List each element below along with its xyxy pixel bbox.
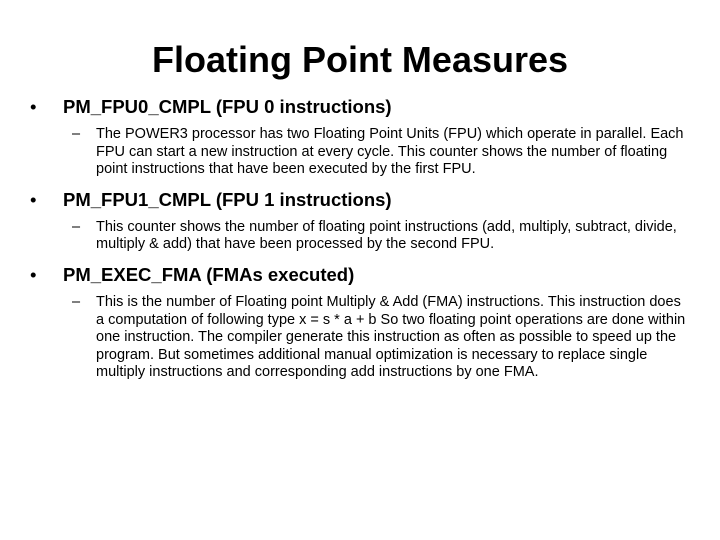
slide-content — [30, 96, 686, 382]
dash-marker: – — [72, 126, 81, 142]
dash-marker: – — [72, 218, 81, 235]
bullet-heading-text: PM_FPU0_CMPL (FPU 0 instructions) — [63, 96, 392, 117]
bullet-group — [30, 263, 686, 382]
bullet-detail-text: This counter shows the number of floating point instructions (add, multiply, subtract, divide, multiply & add) that have been processed by the second FPU. — [96, 218, 677, 253]
bullet-marker: • — [30, 188, 37, 210]
bullet-heading — [30, 189, 680, 211]
bullet-detail — [72, 219, 688, 254]
dash-marker: – — [72, 293, 81, 310]
bullet-detail — [72, 126, 688, 179]
bullet-group — [30, 189, 680, 254]
bullet-marker: • — [30, 263, 37, 285]
bullet-heading — [30, 264, 680, 286]
bullet-detail-text: The POWER3 processor has two Floating Point Units (FPU) which operate in parallel. Each FPU can start a new instruction at every cycle. This counter shows the number of floating point instructions that have been executed by the first FPU. — [96, 126, 684, 178]
bullet-heading-text: PM_FPU1_CMPL (FPU 1 instructions) — [63, 188, 392, 210]
bullet-marker: • — [30, 96, 37, 117]
bullet-heading — [30, 96, 680, 118]
bullet-detail — [72, 294, 688, 382]
bullet-detail-text: This is the number of Floating point Multiply & Add (FMA) instructions. This instruction does a computation of following type x = s * a + b So two floating point operations are done within one instruction. The compiler generate this instruction as often as possible to speed up the program. But sometimes additional manual optimization is necessary to replace single multiply instructions and corresponding add instructions by one FMA. — [96, 293, 686, 381]
bullet-heading-text: PM_EXEC_FMA (FMAs executed) — [63, 263, 355, 285]
slide-title: Floating Point Measures — [151, 39, 569, 80]
bullet-group — [30, 96, 684, 179]
